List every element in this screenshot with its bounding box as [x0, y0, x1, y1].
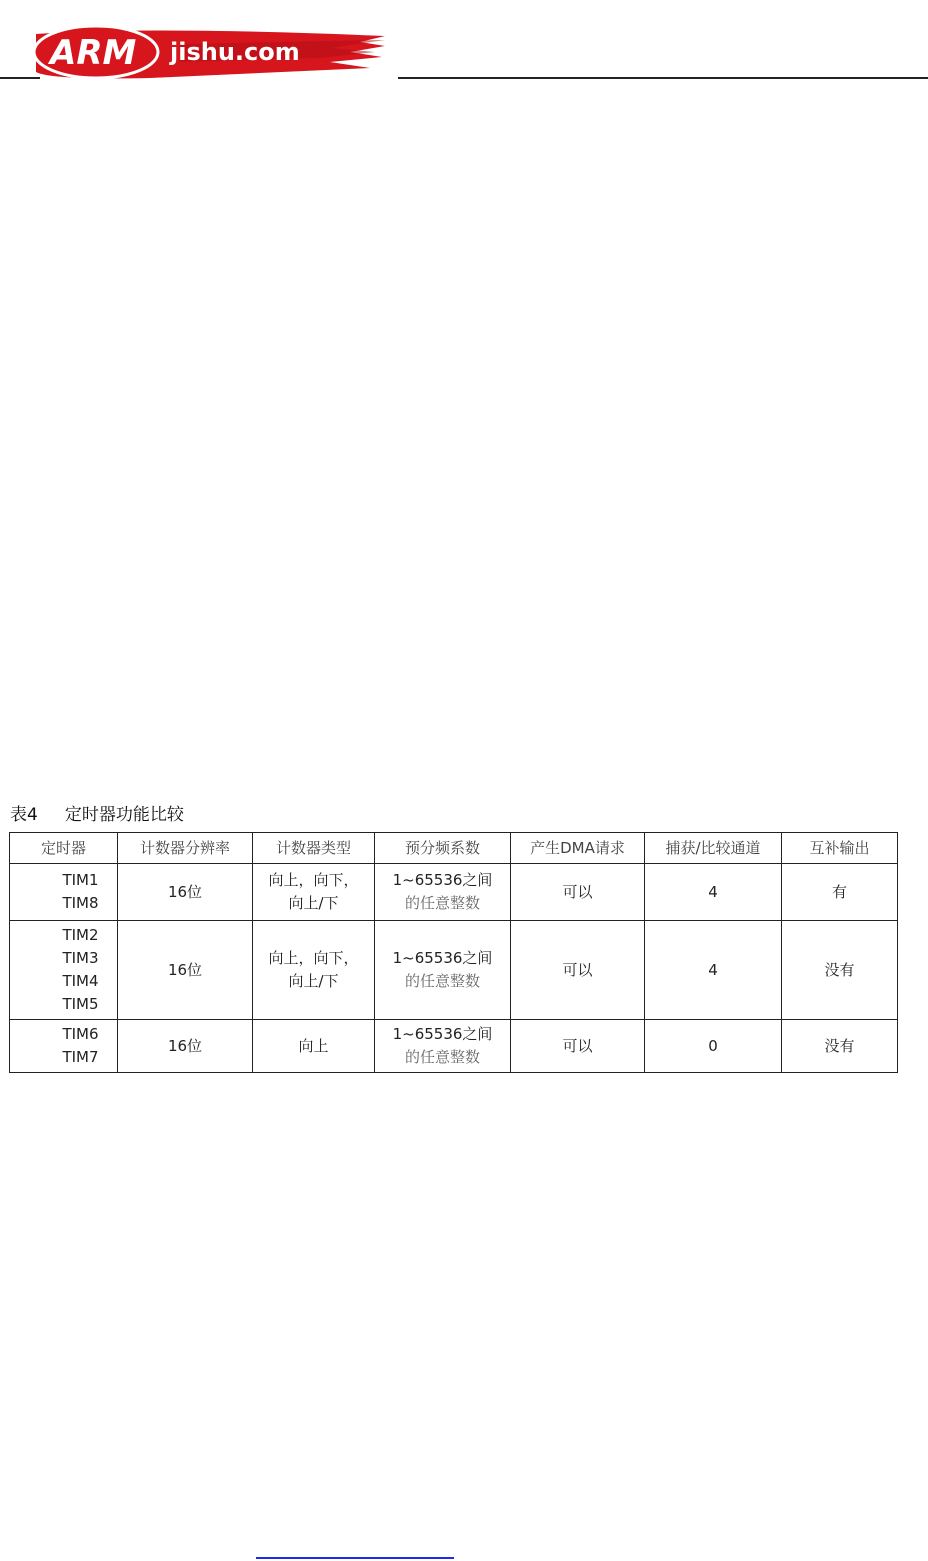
counter-type-line: 向上/下	[288, 972, 339, 990]
svg-text:ARM: ARM	[50, 33, 137, 73]
header-counter-type: 计数器类型	[253, 833, 375, 864]
header-dma: 产生DMA请求	[511, 833, 645, 864]
caption-title: 定时器功能比较	[64, 805, 184, 825]
header-rule-right	[398, 77, 928, 79]
prescaler-line: 1~65536之间	[392, 871, 493, 889]
resolution-cell: 16位	[118, 1020, 253, 1073]
table-header-row	[10, 833, 898, 864]
counter-type-line: 向上	[298, 1036, 329, 1055]
counter-type-line: 向上/下	[288, 894, 339, 912]
caption-label: 表4	[10, 805, 38, 825]
timer-name: TIM1	[62, 871, 99, 889]
resolution-cell: 16位	[118, 921, 253, 1020]
timer-name: TIM3	[62, 949, 99, 967]
timer-name: TIM2	[62, 926, 99, 944]
timer-name: TIM8	[62, 894, 99, 912]
armjishu-logo	[30, 22, 390, 82]
complementary-cell: 没有	[782, 1020, 898, 1073]
timer-cell	[10, 921, 118, 1020]
channels-cell: 0	[645, 1020, 782, 1073]
table-row	[10, 1020, 898, 1073]
timer-name: TIM7	[62, 1048, 99, 1066]
timer-cell	[10, 864, 118, 921]
table-row	[10, 921, 898, 1020]
timer-name: TIM6	[62, 1025, 99, 1043]
table-caption	[10, 800, 184, 825]
counter-type-line: 向上，向下，	[268, 949, 359, 967]
prescaler-line: 的任意整数	[404, 1048, 480, 1066]
counter-type-cell	[253, 921, 375, 1020]
counter-type-cell	[253, 864, 375, 921]
prescaler-cell	[375, 864, 511, 921]
prescaler-cell	[375, 921, 511, 1020]
header-prescaler: 预分频系数	[375, 833, 511, 864]
channels-cell: 4	[645, 921, 782, 1020]
prescaler-line: 1~65536之间	[392, 1025, 493, 1043]
prescaler-line: 1~65536之间	[392, 949, 493, 967]
table-row	[10, 864, 898, 921]
prescaler-cell	[375, 1020, 511, 1073]
complementary-cell: 有	[782, 864, 898, 921]
prescaler-line: 的任意整数	[404, 972, 480, 990]
header-timer: 定时器	[10, 833, 118, 864]
counter-type-cell	[253, 1020, 375, 1073]
header-complementary: 互补输出	[782, 833, 898, 864]
resolution-cell: 16位	[118, 864, 253, 921]
header-resolution: 计数器分辨率	[118, 833, 253, 864]
dma-cell: 可以	[511, 1020, 645, 1073]
footer-link[interactable]	[256, 1557, 454, 1559]
dma-cell: 可以	[511, 921, 645, 1020]
timer-name: TIM5	[62, 995, 99, 1013]
channels-cell: 4	[645, 864, 782, 921]
timer-name: TIM4	[62, 972, 99, 990]
header-channels: 捕获/比较通道	[645, 833, 782, 864]
dma-cell: 可以	[511, 864, 645, 921]
complementary-cell: 没有	[782, 921, 898, 1020]
timer-comparison-table	[9, 832, 898, 1073]
timer-cell	[10, 1020, 118, 1073]
counter-type-line: 向上，向下，	[268, 871, 359, 889]
prescaler-line: 的任意整数	[404, 894, 480, 912]
svg-text:jishu.com: jishu.com	[170, 38, 300, 66]
header-rule-left	[0, 77, 40, 79]
